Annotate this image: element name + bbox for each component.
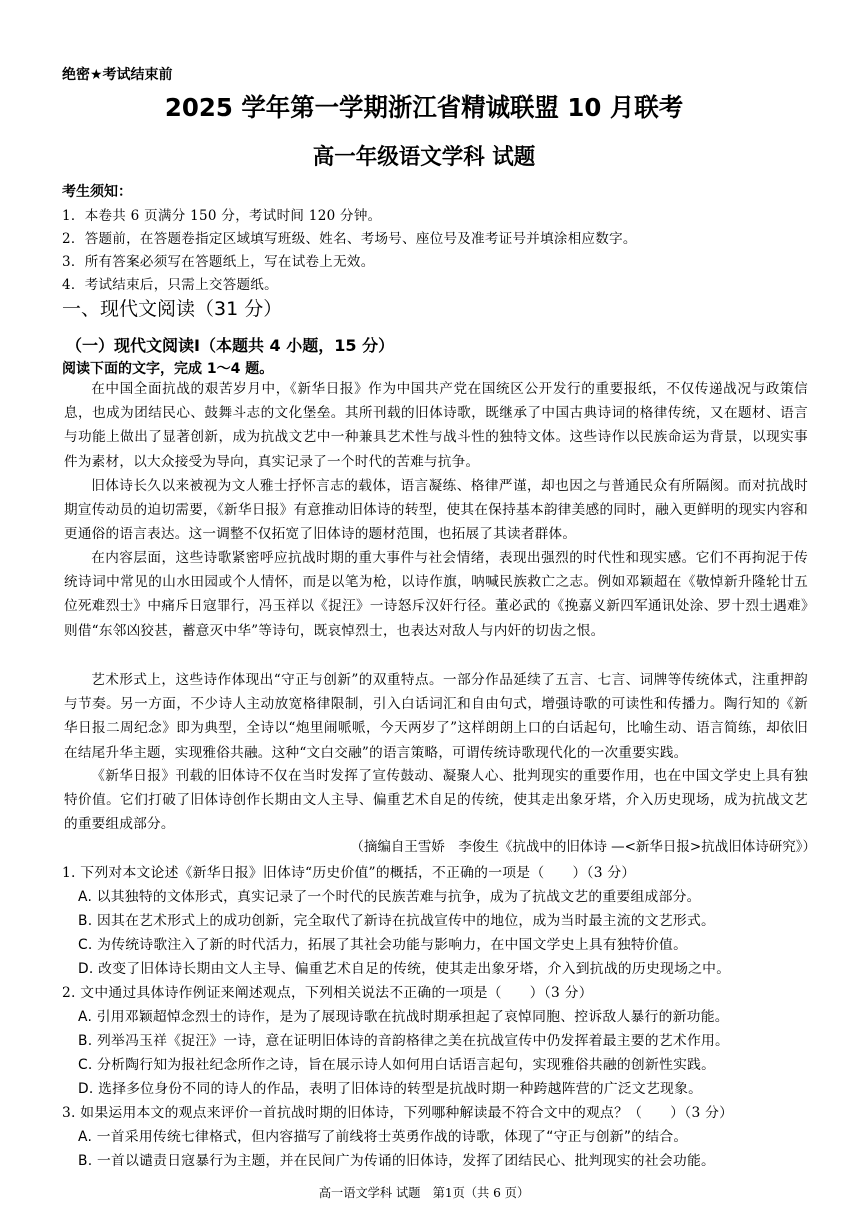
question-stem: 2. 文中通过具体诗作例证来阐述观点，下列相关说法不正确的一项是（ ）（3 分） [62,985,593,1001]
passage-paragraph: 艺术形式上，这些诗作体现出“守正与创新”的双重特点。一部分作品延续了五言、七言、词牌等传统体式，注重押韵与节奏。另一方面，不少诗人主动放宽格律限制，引入白话词汇和自由句式，增强诗歌的可读性和传播力。陶行知的《新华日报二周纪念》即为典型，全诗以“炮里闹哌哌，今天两岁了”这样朗朗上口的白话起句，比喻生动、语言简练，却依旧在结尾升华主题，实现雅俗共融。这种“文白交融”的语言策略，可谓传统诗歌现代化的一次重要实践。 [64,672,808,761]
question-option: C. 为传统诗歌注入了新的时代活力，拓展了其社会功能与影响力，在中国文学史上具有独特价值。 [78,937,688,953]
question-option: D. 改变了旧体诗长期由文人主导、偏重艺术自足的传统，使其走出象牙塔，介入到抗战的历史现场之中。 [78,961,731,977]
question-stem: 1. 下列对本文论述《新华日报》旧体诗“历史价值”的概括，不正确的一项是（ ）（3 分） [62,865,636,881]
question-option: A. 以其独特的文体形式，真实记录了一个时代的民族苦难与抗争，成为了抗战文艺的重要组成部分。 [78,889,701,905]
question-option: B. 列举冯玉祥《捉汪》一诗，意在证明旧体诗的音韵格律之美在抗战宣传中仍发挥着最主要的艺术作用。 [78,1033,730,1049]
notice-item: 2．答题前，在答题卷指定区域填写班级、姓名、考场号、座位号及准考证号并填涂相应数字。 [62,231,637,247]
question-option: A. 引用邓颖超悼念烈士的诗作，是为了展现诗歌在抗战时期承担起了哀悼同胞、控诉敌人暴行的新功能。 [78,1009,729,1025]
section-heading: 一、现代文阅读（31 分） [62,298,283,320]
question-stem: 3. 如果运用本文的观点来评价一首抗战时期的旧体诗，下列哪种解读最不符合文中的观点？（ ）（3 分） [62,1105,734,1121]
question-option: C. 分析陶行知为报社纪念所作之诗，旨在展示诗人如何用白话语言起句，实现雅俗共融的创新性实践。 [78,1057,716,1073]
notice-item: 1．本卷共 6 页满分 150 分，考试时间 120 分钟。 [62,208,382,224]
confidential-label: 绝密★考试结束前 [62,67,173,83]
question-option: B. 一首以谴责日寇暴行为主题，并在民间广为传诵的旧体诗，发挥了团结民心、批判现实的社会功能。 [78,1153,716,1169]
passage-paragraph: 在内容层面，这些诗歌紧密呼应抗战时期的重大事件与社会情绪，表现出强烈的时代性和现实感。它们不再拘泥于传统诗词中常见的山水田园或个人情怀，而是以笔为枪，以诗作旗，呐喊民族救亡之志。例如邓颖超在《敬悼新升隆轮廿五位死难烈士》中痛斥日寇罪行，冯玉祥以《捉汪》一诗怒斥汉奸行径。董必武的《挽嘉义新四军通讯处涂、罗十烈士遇难》则借“东邻凶狡甚，蓄意灭中华”等诗句，既哀悼烈士，也表达对敌人与内奸的切齿之恨。 [64,550,808,639]
question-option: A. 一首采用传统七律格式，但内容描写了前线将士英勇作战的诗歌，体现了“守正与创新”的结合。 [78,1129,688,1145]
passage-paragraph: 《新华日报》刊载的旧体诗不仅在当时发挥了宣传鼓动、凝聚人心、批判现实的重要作用，也在中国文学史上具有独特价值。它们打破了旧体诗创作长期由文人主导、偏重艺术自足的传统，使其走出象牙塔，介入历史现场，成为抗战文艺的重要组成部分。 [64,768,808,833]
exam-subtitle: 高一年级语文学科 试题 [312,145,536,170]
subsection-heading: （一）现代文阅读Ⅰ（本题共 4 小题，15 分） [66,336,395,355]
notice-item: 4．考试结束后，只需上交答题纸。 [62,277,278,293]
passage-source: （摘编自王雪娇 李俊生《抗战中的旧体诗 —<新华日报>抗战旧体诗研究》） [350,839,816,855]
notice-heading: 考生须知： [62,184,132,200]
question-option: D. 选择多位身份不同的诗人的作品，表明了旧体诗的转型是抗战时期一种跨越阵营的广泛文艺现象。 [78,1081,703,1097]
reading-instruction: 阅读下面的文字，完成 1～4 题。 [62,361,274,377]
passage-paragraph: 旧体诗长久以来被视为文人雅士抒怀言志的载体，语言凝练、格律严谨，却也因之与普通民众有所隔阂。而对抗战时期宣传动员的迫切需要，《新华日报》有意推动旧体诗的转型，使其在保持基本韵律美感的同时，融入更鲜明的现实内容和更通俗的语言表达。这一调整不仅拓宽了旧体诗的题材范围，也拓展了其读者群体。 [64,478,808,543]
question-option: B. 因其在艺术形式上的成功创新，完全取代了新诗在抗战宣传中的地位，成为当时最主流的文艺形式。 [78,913,716,929]
passage-paragraph: 在中国全面抗战的艰苦岁月中，《新华日报》作为中国共产党在国统区公开发行的重要报纸，不仅传递战况与政策信息，也成为团结民心、鼓舞斗志的文化堡垒。其所刊载的旧体诗歌，既继承了中国古典诗词的格律传统，又在题材、语言与功能上做出了显著创新，成为抗战文艺中一种兼具艺术性与战斗性的独特文体。这些诗作以民族命运为背景，以现实事件为素材，以大众接受为导向，真实记录了一个时代的苦难与抗争。 [64,381,808,470]
notice-item: 3．所有答案必须写在答题纸上，写在试卷上无效。 [62,254,375,270]
page-footer: 高一语文学科 试题 第1页（共 6 页） [318,1185,530,1200]
exam-title: 2025 学年第一学期浙江省精诚联盟 10 月联考 [164,93,684,122]
